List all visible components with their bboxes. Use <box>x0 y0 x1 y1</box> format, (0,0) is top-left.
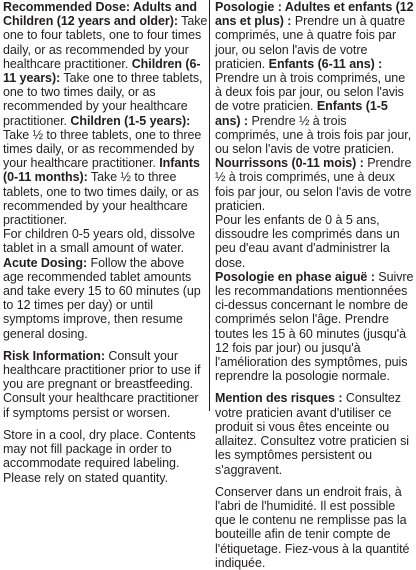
french-dose-heading: Posologie : Adultes et enfants (12 ans et plus) : <box>215 0 414 29</box>
english-dose-adults-text: Take one to four tablets, one to four times daily, or as recommended by your healthcare practitioner. <box>3 14 208 71</box>
english-children-6-11-heading: Children (6-11 years): <box>3 56 201 86</box>
french-column <box>215 0 414 570</box>
english-dosage-section <box>3 0 208 227</box>
french-under5-text: Pour les enfants de 0 à 5 ans, dissoudre les comprimés dans un peu d'eau avant d'administrer la dose. <box>215 213 400 270</box>
english-risk-text: Consult your healthcare practitioner prior to use if you are pregnant or breastfeeding. Consult your healthcare practitioner if symptoms persist or worsen. <box>3 348 201 420</box>
english-storage-text: Store in a cool, dry place. Contents may not fill package in order to accommodate required labeling. Please rely on stated quantity. <box>3 427 196 485</box>
french-risk-heading: Mention des risques : <box>215 391 343 406</box>
french-acute-section <box>215 270 414 384</box>
english-acute-heading: Acute Dosing: <box>3 255 88 270</box>
french-children-6-11-text: Prendre un à trois comprimés, une à deux fois par jour, ou selon l'avis de votre praticien. <box>215 71 406 114</box>
english-infants-text: Take ½ to three tablets, one to two times daily, or as recommended by your healthcare practitioner. <box>3 170 199 228</box>
french-infants-text: Prendre ½ à trois comprimés, une à deux fois par jour, ou selon l'avis de votre praticien. <box>215 156 412 213</box>
english-risk-heading: Risk Information: <box>3 348 105 363</box>
french-risk-section <box>215 391 414 476</box>
english-children-1-5-text: Take ½ to three tablets, one to three times daily, or as recommended by your healthcare practitioner. <box>3 127 202 171</box>
french-children-6-11-heading: Enfants (6-11 ans) : <box>268 56 383 71</box>
french-acute-text: Suivre les recommandations mentionnées ci-dessus concernant le nombre de comprimés selon l'âge. Prendre toutes les 15 à 60 minutes (jusqu'à 12 fois par jour) ou jusqu'à l'amélioration des symptômes, puis reprendre la posologie normale. <box>215 269 414 384</box>
french-acute-heading: Posologie en phase aiguë : <box>215 269 375 284</box>
english-dose-heading: Recommended Dose: Adults and Children (12 years and older): <box>3 0 197 29</box>
french-dose-adults-text: Prendre un à quatre comprimés, une à quatre fois par jour, ou selon l'avis de votre praticien. <box>215 14 406 71</box>
english-acute-section <box>3 256 208 341</box>
column-divider <box>209 0 210 411</box>
english-under5-text: For children 0-5 years old, dissolve tablet in a small amount of water. <box>3 227 196 256</box>
english-acute-text: Follow the above age recommended tablet amounts and take every 15 to 60 minutes (up to 12 times per day) or until symptoms improve, then resume general dosing. <box>3 255 201 341</box>
english-children-1-5-heading: Children (1-5 years): <box>70 113 191 128</box>
french-storage-text: Conserver dans un endroit frais, à l'abri de l'humidité. Il est possible que le contenu ne remplisse pas la bouteille afin de tenir compte de l'étiquetage. Fiez-vous à la quantité indiquée. <box>215 484 410 570</box>
french-children-1-5-text: Prendre ½ à trois comprimés, une à trois fois par jour, ou selon l'avis de votre praticien. <box>215 113 412 157</box>
english-risk-section <box>3 349 208 420</box>
french-children-1-5-heading: Enfants (1-5 ans) : <box>215 99 388 128</box>
english-column <box>3 0 208 485</box>
english-infants-heading: Infants (0-11 months): <box>3 156 200 185</box>
french-dosage-section <box>215 0 414 213</box>
english-children-6-11-text: Take one to three tablets, one to two times daily, or as recommended by your healthcare practitioner. <box>3 71 203 128</box>
french-risk-text: Consultez votre praticien avant d'utiliser ce produit si vous êtes enceinte ou allaitez. Consultez votre praticien si les symptômes persistent ou s'aggravent. <box>215 391 410 477</box>
french-infants-heading: Nourrissons (0-11 mois) : <box>215 156 364 171</box>
